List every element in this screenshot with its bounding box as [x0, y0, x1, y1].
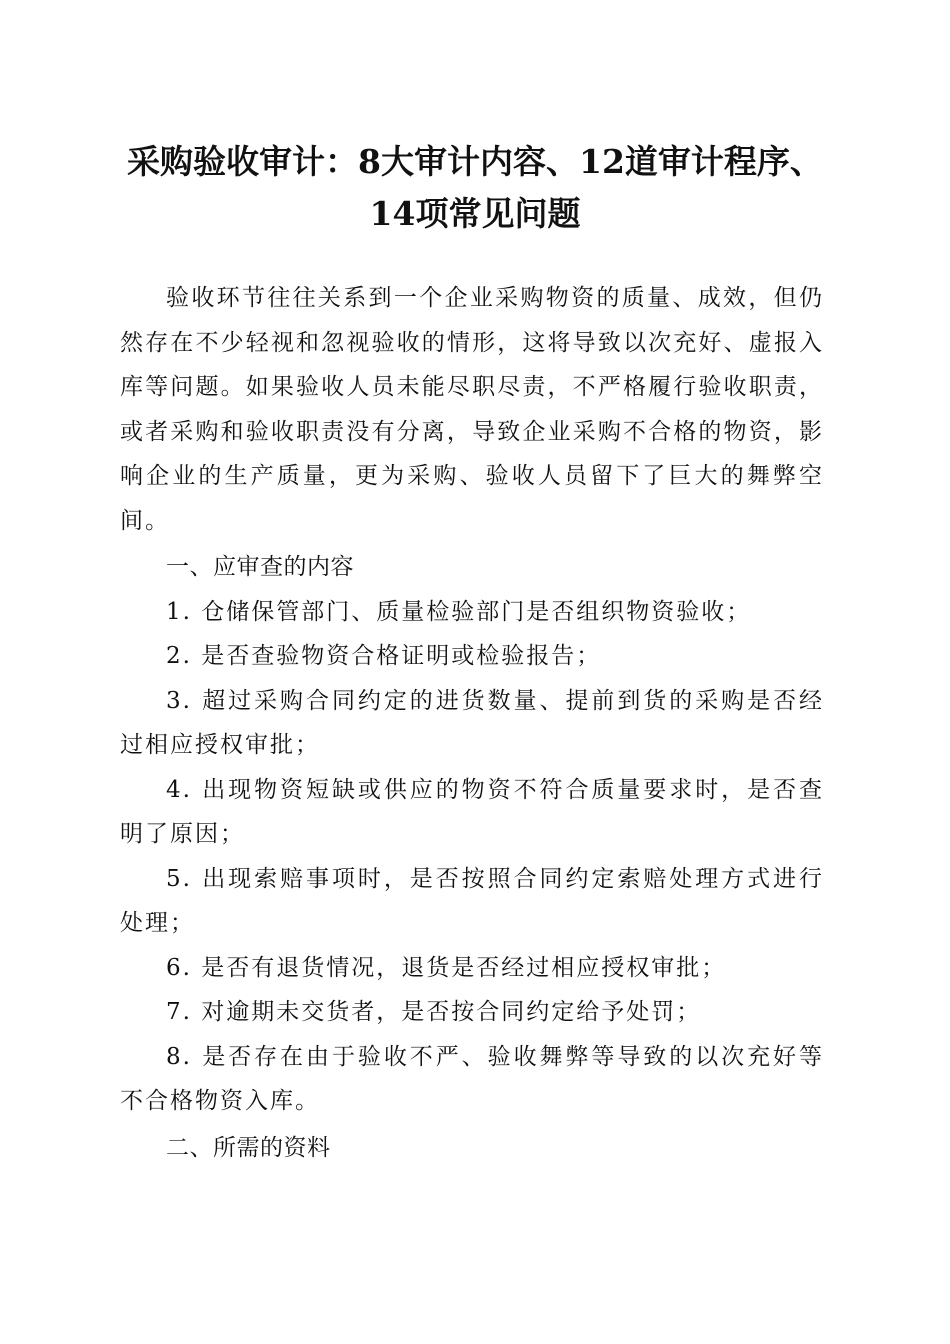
list-item: 8. 是否存在由于验收不严、验收舞弊等导致的以次充好等不合格物资入库。 [120, 1043, 824, 1114]
section-heading-materials: 二、所需的资料 [166, 1134, 331, 1161]
list-item: 1. 仓储保管部门、质量检验部门是否组织物资验收； [166, 598, 752, 625]
list-item: 7. 对逾期未交货者，是否按合同约定给予处罚； [166, 999, 702, 1025]
document-body [120, 276, 824, 1170]
title-line-2: 14项常见问题 [369, 194, 581, 233]
list-item: 3. 超过采购合同约定的进货数量、提前到货的采购是否经过相应授权审批； [120, 687, 824, 758]
document-title [100, 136, 850, 240]
list-item: 4. 出现物资短缺或供应的物资不符合质量要求时，是否查明了原因； [120, 776, 824, 847]
list-item: 6. 是否有退货情况，退货是否经过相应授权审批； [166, 954, 727, 981]
title-line-1: 采购验收审计：8大审计内容、12道审计程序、 [127, 142, 823, 181]
list-item: 5. 出现索赔事项时，是否按照合同约定索赔处理方式进行处理； [120, 865, 824, 936]
section-heading-contents: 一、应审查的内容 [166, 554, 354, 580]
list-item: 2. 是否查验物资合格证明或检验报告； [166, 643, 602, 669]
intro-paragraph: 验收环节往往关系到一个企业采购物资的质量、成效，但仍然存在不少轻视和忽视验收的情形，这将导致以次充好、虚报入库等问题。如果验收人员未能尽职尽责，不严格履行验收职责，或者采购和验收职责没有分离，导致企业采购不合格的物资，影响企业的生产质量，更为采购、验收人员留下了巨大的舞弊空间。 [120, 285, 824, 534]
